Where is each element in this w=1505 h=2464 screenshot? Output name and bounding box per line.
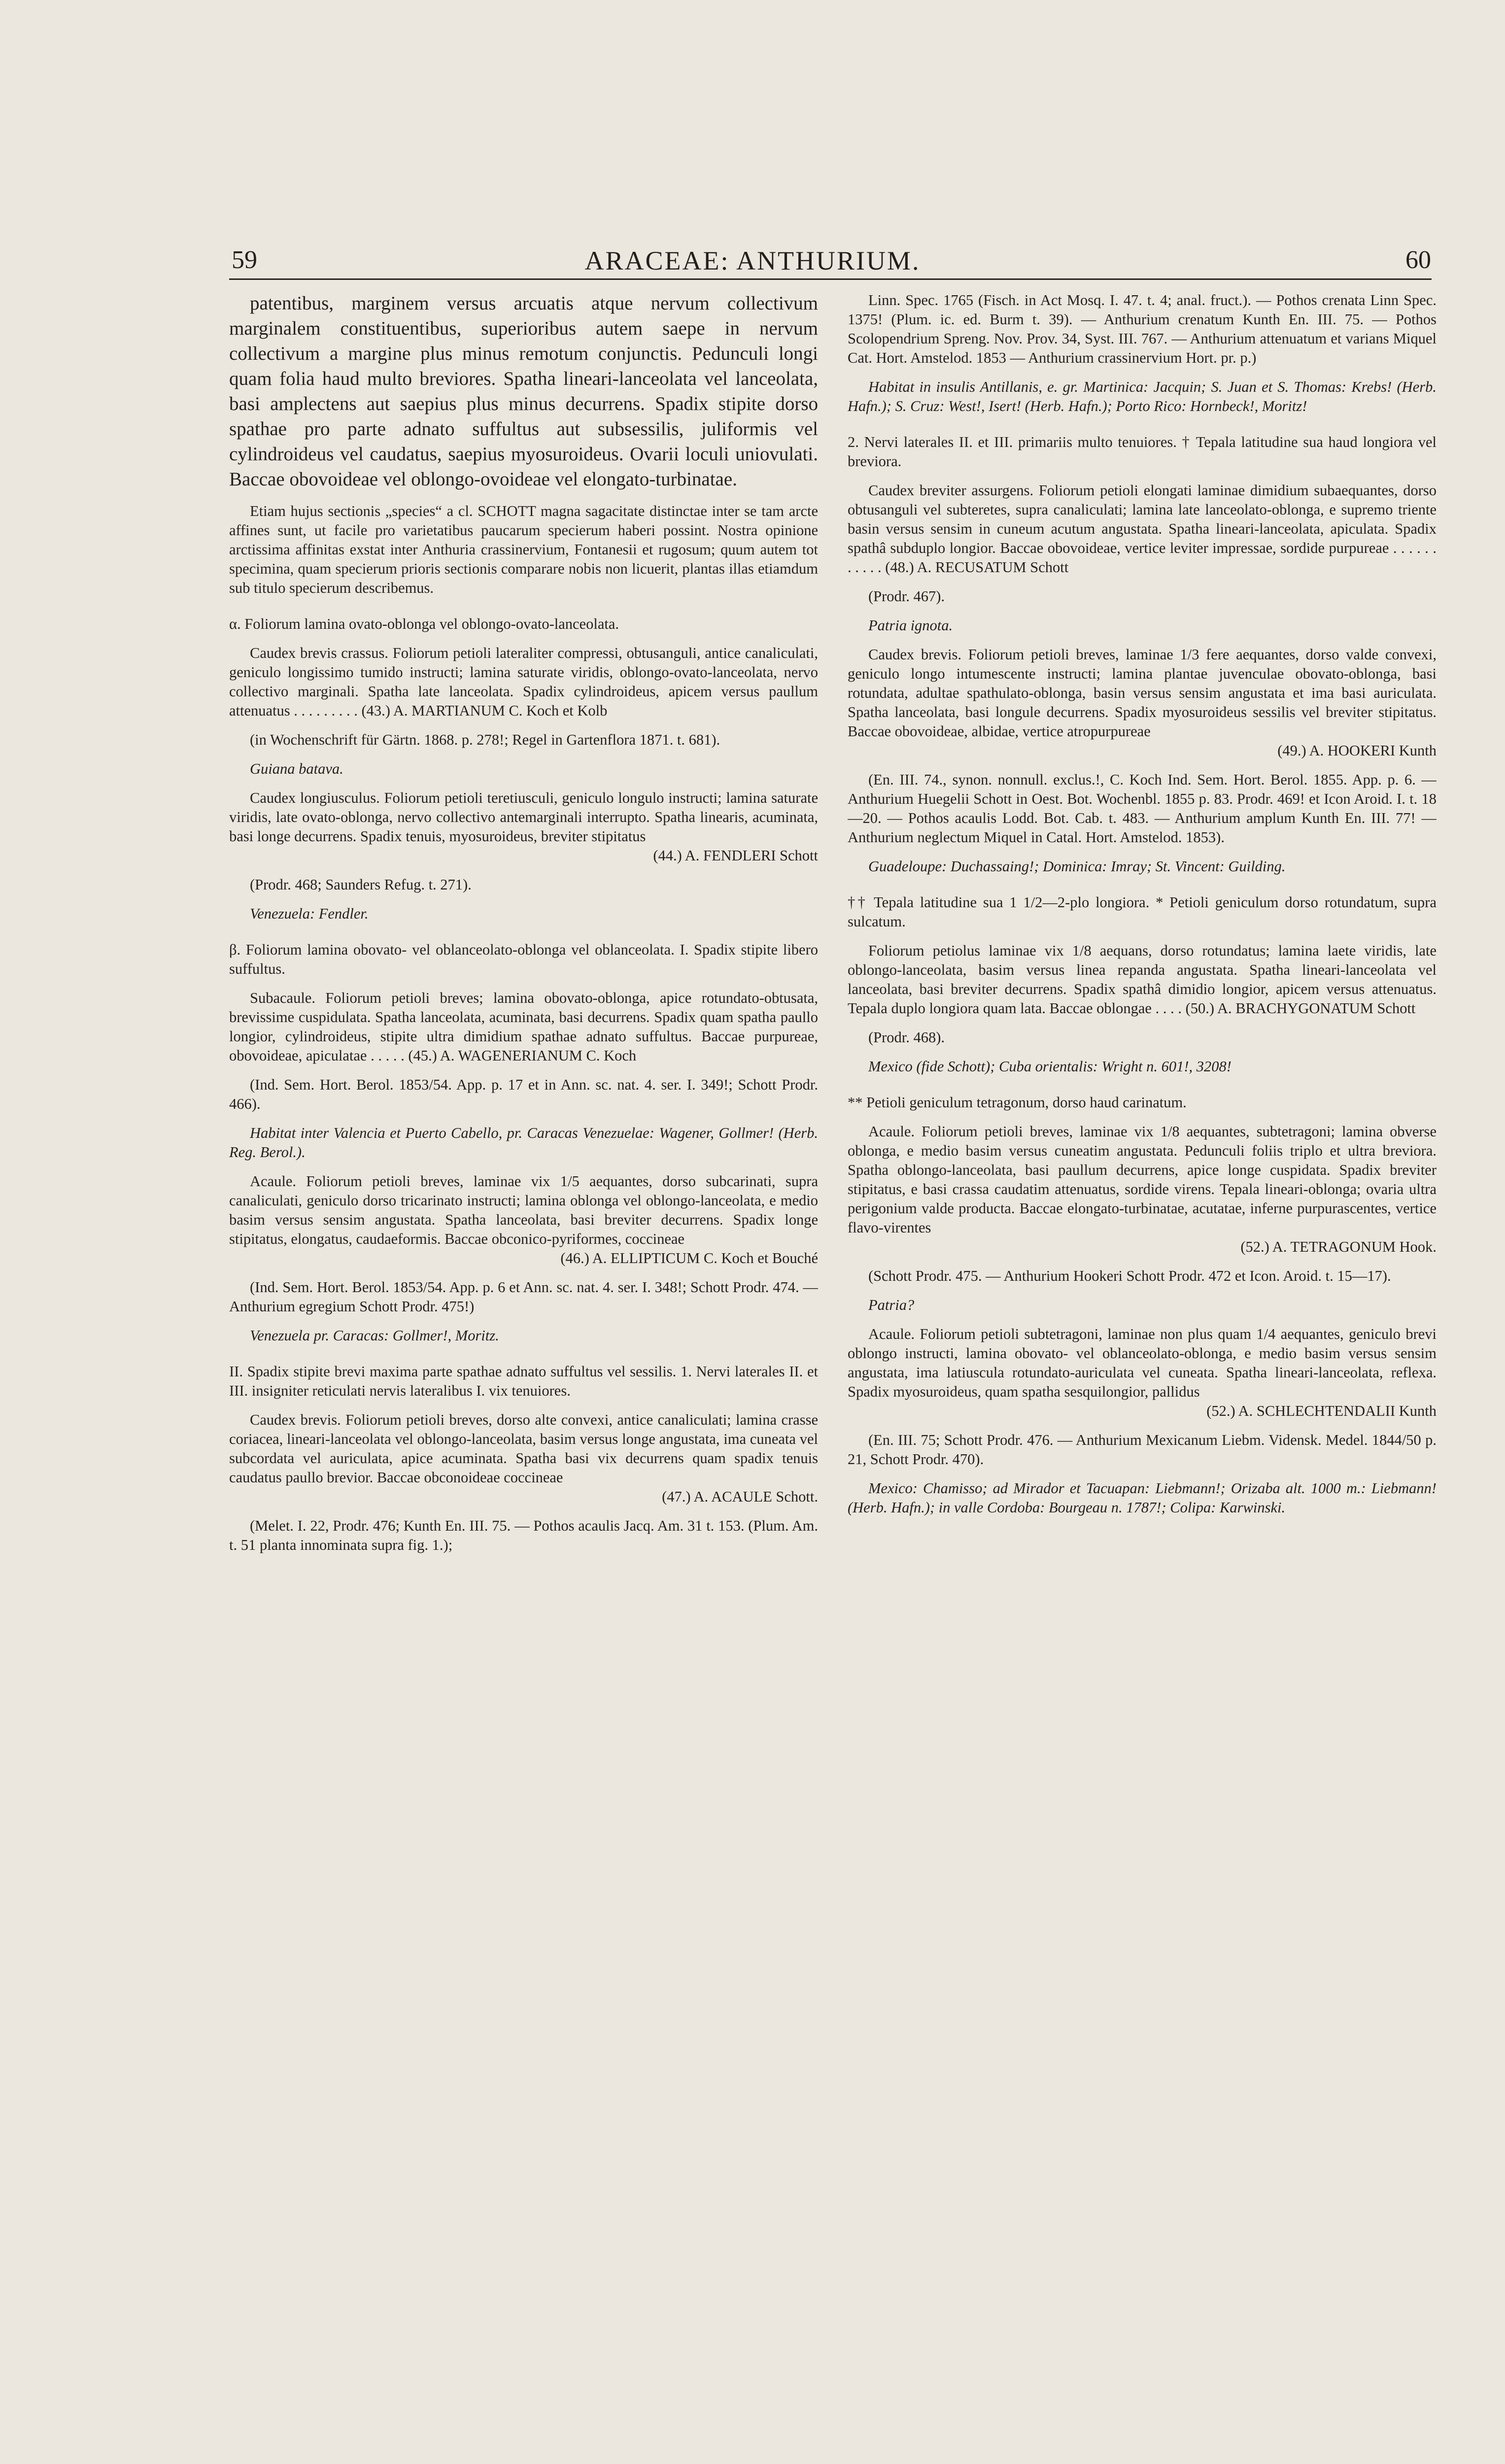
habitat-text: Habitat in insulis Antillanis, e. gr. Martinica: Jacquin; S. Juan et S. Thomas: Krebs! (Herb. Hafn.); S. Cruz: West!, Isert! (Herb. Hafn.); Porto Rico: Hornbeck!, Moritz!	[848, 378, 1437, 414]
description-paragraph: Caudex brevis. Foliorum petioli breves, dorso alte convexi, antice canaliculati; lamina crasse coriacea, lineari-lanceolata vel oblongo-lanceolata, basim versus longe angustata, ima cuneata vel subcordata vel auriculata, apice acuminata. Spatha basi vix decurrens quam spadix tenuis caudatus paullo brevior. Baccae obconoideae coccineae	[229, 1411, 818, 1486]
reference-text: (Melet. I. 22, Prodr. 476; Kunth En. III. 75. — Pothos acaulis Jacq. Am. 31 t. 153. (Plum. Am. t. 51 planta innominata supra fig. 1.);	[229, 1517, 818, 1553]
intro-paragraph: patentibus, marginem versus arcuatis atque nervum collectivum marginalem constituentibus, superioribus autem saepe in nervum collectivum a margine plus minus remotum conjunctis. Pedunculi longi quam folia haud multo breviores. Spatha lineari-lanceolata vel lanceolata, basi amplectens aut saepius plus minus decurrens. Spadix stipite dorso spathae pro parte adnato suffultus aut subsessilis, juliformis vel cylindroideus vel caudatus, saepius myosuroideus. Ovarii loculi uniovulati. Baccae obovoideae vel oblongo-ovoideae vel elongato-turbinatae.	[229, 293, 818, 490]
description-paragraph: Acaule. Foliorum petioli breves, laminae vix 1/8 aequantes, subtetragoni; lamina obverse oblonga, e medio basim versus cuneatim angustata. Pedunculi foliis triplo et ultra breviora. Spatha oblongo-lanceolata, basi paullum decurrens, apice longe cuspidata. Spadix breviter stipitatus, e basi crassa caudatim attenuatus, sordide virens. Tepala lineari-oblonga; ovaria ultra perigonium valde producta. Baccae elongato-turbinatae, acutatae, inferne purpurascentes, vertice flavo-virentes	[848, 1123, 1437, 1236]
section-heading: ** Petioli geniculum tetragonum, dorso haud carinatum.	[848, 1094, 1187, 1111]
description-paragraph: Caudex brevis crassus. Foliorum petioli lateraliter compressi, obtusanguli, antice canaliculati, geniculo longissimo tumido instructi; lamina saturate viridis, oblongo-ovato-lanceolata, nervo collectivo marginali. Spatha late lanceolata. Spadix cylindroideus, apicem versus paullum attenuatus . . . . . . . . . (43.) A. MARTIANUM C. Koch et Kolb	[229, 645, 818, 719]
reference-text: (Prodr. 468; Saunders Refug. t. 271).	[250, 876, 472, 893]
description-paragraph: Caudex brevis. Foliorum petioli breves, laminae 1/3 fere aequantes, dorso valde convexi, geniculo longo intumescente instructi; lamina plantae juvenculae obovato-oblonga, basi rotundata, adultae spathulato-oblonga, basin versus sensim angustata et ima basi auriculata. Spatha lanceolata, basi longule decurrens. Spadix myosuroideus sessilis vel breviter stipitatus. Baccae obovoideae, albidae, vertice atropurpureae	[848, 646, 1437, 740]
reference-text: (En. III. 75; Schott Prodr. 476. — Anthurium Mexicanum Liebm. Vidensk. Medel. 1844/50 p. 21, Schott Prodr. 470).	[848, 1432, 1437, 1468]
habitat-text: Guadeloupe: Duchassaing!; Dominica: Imray; St. Vincent: Guilding.	[868, 858, 1286, 875]
habitat-text: Venezuela: Fendler.	[250, 905, 369, 922]
page-number-right: 60	[1405, 246, 1431, 274]
right-column	[848, 291, 1437, 1517]
reference-text: (Ind. Sem. Hort. Berol. 1853/54. App. p. 17 et in Ann. sc. nat. 4. ser. I. 349!; Schott Prodr. 466).	[229, 1076, 818, 1112]
description-paragraph: Acaule. Foliorum petioli subtetragoni, laminae non plus quam 1/4 aequantes, geniculo brevi oblongo instructi, lamina obovato- vel oblanceolato-oblonga, e medio basim versus sensim angustata, ima latiuscula rotundato-auriculata vel cuneata. Spatha lineari-lanceolata, reflexa. Spadix myosuroideus, quam spatha sesquilongior, pallidus	[848, 1326, 1437, 1400]
running-title: ARACEAE: ANTHURIUM.	[584, 246, 921, 275]
reference-text: (in Wochenschrift für Gärtn. 1868. p. 278!; Regel in Gartenflora 1871. t. 681).	[250, 731, 720, 748]
species-name: (46.) A. ELLIPTICUM C. Koch et Bouché	[560, 1250, 818, 1266]
section-heading: II. Spadix stipite brevi maxima parte spathae adnato suffultus vel sessilis. 1. Nervi laterales II. et III. insigniter reticulati nervis lateralibus I. vix tenuiores.	[229, 1363, 818, 1399]
page-number-left: 59	[232, 246, 257, 274]
reference-text: (Schott Prodr. 475. — Anthurium Hookeri Schott Prodr. 472 et Icon. Aroid. t. 15—17).	[868, 1267, 1391, 1284]
species-name: (47.) A. ACAULE Schott.	[662, 1488, 818, 1505]
reference-text: Linn. Spec. 1765 (Fisch. in Act Mosq. I. 47. t. 4; anal. fruct.). — Pothos crenata Linn Spec. 1375! (Plum. ic. ed. Burm t. 39). — Anthurium crenatum Kunth En. III. 75. — Pothos Scolopendrium Spreng. Nov. Prov. 34, Syst. III. 767. — Anthurium attenuatum et varians Miquel Cat. Hort. Amstelod. 1853 — Anthurium crassinervium Hort. pr. p.)	[848, 292, 1437, 366]
habitat-text: Venezuela pr. Caracas: Gollmer!, Moritz.	[250, 1327, 499, 1344]
habitat-text: Guiana batava.	[250, 760, 343, 777]
habitat-text: Mexico (fide Schott); Cuba orientalis: Wright n. 601!, 3208!	[868, 1058, 1231, 1075]
habitat-text: Patria?	[868, 1297, 915, 1313]
section-heading: 2. Nervi laterales II. et III. primariis multo tenuiores. † Tepala latitudine sua haud longiora vel breviora.	[848, 434, 1437, 470]
reference-text: (Ind. Sem. Hort. Berol. 1853/54. App. p. 6 et Ann. sc. nat. 4. ser. I. 348!; Schott Prodr. 474. — Anthurium egregium Schott Prodr. 475!)	[229, 1279, 818, 1315]
species-name: (52.) A. SCHLECHTENDALII Kunth	[1206, 1403, 1437, 1419]
habitat-text: Habitat inter Valencia et Puerto Cabello, pr. Caracas Venezuelae: Wagener, Gollmer! (Herb. Reg. Berol.).	[229, 1125, 818, 1161]
reference-text: (Prodr. 467).	[868, 588, 945, 605]
header-rule	[229, 278, 1432, 280]
left-column	[229, 291, 818, 1555]
section-heading: β. Foliorum lamina obovato- vel oblanceolato-oblonga vel oblanceolata. I. Spadix stipite libero suffultus.	[229, 941, 818, 977]
species-name: (44.) A. FENDLERI Schott	[653, 847, 818, 864]
description-paragraph: Caudex longiusculus. Foliorum petioli teretiusculi, geniculo longulo instructi; lamina saturate viridis, late ovato-oblonga, nervo collectivo antemarginali interrupto. Spatha linearis, acuminata, basi longe decurrens. Spadix tenuis, myosuroideus, breviter stipitatus	[229, 789, 818, 845]
description-paragraph: Etiam hujus sectionis „species“ a cl. SCHOTT magna sagacitate distinctae inter se tam arcte affines sunt, ut facile pro varietatibus paucarum specierum haberi possint. Nostra opinione arctissima affinitas exstat inter Anthuria crassinervium, Fontanesii et rugosum; quum autem tot specimina, quam specierum prioris sectionis comparare nobis non licuerit, plantas illas etiamdum sub titulo specierum describemus.	[229, 503, 818, 596]
section-heading: †† Tepala latitudine sua 1 1/2—2-plo longiora. * Petioli geniculum dorso rotundatum, supra sulcatum.	[848, 894, 1437, 930]
species-name: (52.) A. TETRAGONUM Hook.	[1240, 1238, 1437, 1255]
species-name: (49.) A. HOOKERI Kunth	[1277, 742, 1437, 759]
habitat-text: Patria ignota.	[868, 617, 953, 634]
description-paragraph: Caudex breviter assurgens. Foliorum petioli elongati laminae dimidium subaequantes, dorso obtusanguli vel subteretes, supra canaliculati; lamina late lanceolato-oblonga, e supremo triente basin versus sensim in cuneum acutum angustata. Spatha lineari-lanceolata, apiculata. Spadix spathâ subduplo longior. Baccae obovoideae, vertice leviter impressae, sordide purpureae . . . . . . . . . . . (48.) A. RECUSATUM Schott	[848, 482, 1437, 576]
description-paragraph: Subacaule. Foliorum petioli breves; lamina obovato-oblonga, apice rotundato-obtusata, brevissime cuspidulata. Spatha lanceolata, acuminata, basi decurrens. Spadix quam spatha paullo longior, cylindroideus, stipite ultra dimidium spathae adnato suffultus. Baccae purpureae, obovoideae, apiculatae . . . . . (45.) A. WAGENERIANUM C. Koch	[229, 990, 818, 1064]
description-paragraph: Foliorum petiolus laminae vix 1/8 aequans, dorso rotundatus; lamina laete viridis, late oblongo-lanceolata, basim versus linea repanda angustata. Spatha lineari-lanceolata vel lanceolata, basi breviter decurrens. Spadix spathâ dimidio longior, apicem versus attenuatus. Tepala duplo longiora quam lata. Baccae oblongae . . . . (50.) A. BRACHYGONATUM Schott	[848, 942, 1437, 1017]
reference-text: (En. III. 74., synon. nonnull. exclus.!, C. Koch Ind. Sem. Hort. Berol. 1855. App. p. 6. — Anthurium Huegelii Schott in Oest. Bot. Wochenbl. 1855 p. 83. Prodr. 469! et Icon Aroid. I. t. 18—20. — Pothos acaulis Lodd. Bot. Cab. t. 483. — Anthurium amplum Kunth En. III. 77! — Anthurium neglectum Miquel in Catal. Hort. Amstelod. 1853).	[848, 771, 1437, 846]
description-paragraph: Acaule. Foliorum petioli breves, laminae vix 1/5 aequantes, dorso subcarinati, supra canaliculati, geniculo dorso tricarinato instructi; lamina oblonga vel oblongo-lanceolata, e medio basim versus sensim angustata. Spatha lanceolata, basi breviter decurrens. Spadix longe stipitatus, elongatus, caudaeformis. Baccae obconico-pyriformes, coccineae	[229, 1173, 818, 1247]
reference-text: (Prodr. 468).	[868, 1029, 945, 1046]
habitat-text: Mexico: Chamisso; ad Mirador et Tacuapan: Liebmann!; Orizaba alt. 1000 m.: Liebmann! (Herb. Hafn.); in valle Cordoba: Bourgeau n. 1787!; Colipa: Karwinski.	[848, 1480, 1437, 1516]
section-heading: α. Foliorum lamina ovato-oblonga vel oblongo-ovato-lanceolata.	[229, 616, 619, 632]
